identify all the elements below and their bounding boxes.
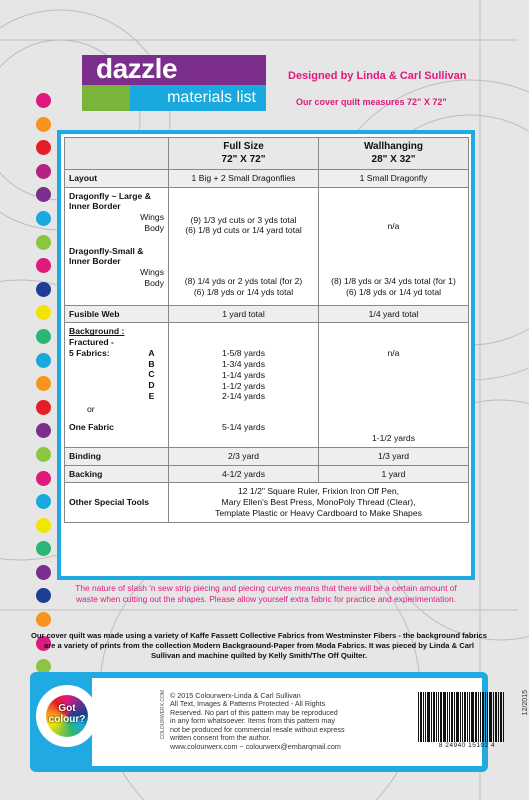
barcode-bar xyxy=(431,692,432,742)
barcode-bar xyxy=(449,692,450,742)
color-dot xyxy=(36,235,51,250)
barcode-bar xyxy=(480,692,481,742)
col-wallhanging: Wallhanging xyxy=(363,141,424,152)
col-full-dimensions: 72" X 72" xyxy=(221,153,266,165)
materials-list-title: materials list xyxy=(130,85,266,111)
color-dot xyxy=(36,423,51,438)
colourwerx-vertical-text: COLOURWERX.COM xyxy=(160,690,166,740)
barcode-bar xyxy=(460,692,461,742)
color-dot xyxy=(36,187,51,202)
barcode-bar xyxy=(469,692,470,742)
brand-name: dazzle xyxy=(82,55,266,85)
fabric-credits: Our cover quilt was made using a variety of Kaffe Fassett Collective Fabrics from Westminster Fibers - the background fabrics are a variety of prints from the collection Modern Backgraound-Paper from Moda Fabrics. It was pieced by Linda & Carl Sullivan and machine quilted by Kelly Smith/The Off Quilter. xyxy=(30,631,488,660)
barcode-bar xyxy=(467,692,468,742)
table-row-backing: Backing 4-1/2 yards 1 yard xyxy=(65,465,469,483)
col-wall-dimensions: 28" X 32" xyxy=(371,153,416,165)
color-dot xyxy=(36,518,51,533)
color-dot xyxy=(36,541,51,556)
barcode-bar xyxy=(427,692,430,742)
barcode-bar xyxy=(485,692,486,742)
copyright-text: © 2015 Colourwerx-Linda & Carl Sullivan All Text, Images & Patterns Protected - All Rights Reserved. No part of this pattern may be reproduced in any form whatsoever. Items from this pattern may not be produced for commercial resale without express written consent from the author. www.colourwerx.com ~ colourwerx@embarqmail.com xyxy=(170,692,398,751)
color-dot xyxy=(36,282,51,297)
color-dot xyxy=(36,565,51,580)
barcode-bar xyxy=(447,692,448,742)
color-dot xyxy=(36,117,51,132)
barcode-bar xyxy=(425,692,426,742)
dazzle-logo xyxy=(82,55,266,121)
table-row-other-tools: Other Special Tools 12 1/2" Square Ruler, Frixion Iron Off Pen, Mary Ellen's Best Press, MonoPoly Thread (Clear), Template Plastic or Heavy Cardboard to Make Shapes xyxy=(65,483,469,522)
cover-measurement: Our cover quilt measures 72" X 72" xyxy=(296,97,447,107)
color-dot xyxy=(36,258,51,273)
materials-table xyxy=(64,137,469,523)
color-dot xyxy=(36,329,51,344)
barcode-bar xyxy=(454,692,455,742)
barcode-bar xyxy=(438,692,439,742)
barcode-bar xyxy=(464,692,466,742)
color-dot xyxy=(36,471,51,486)
barcode-bar xyxy=(493,692,494,742)
color-dot xyxy=(36,494,51,509)
barcode-bar xyxy=(456,692,459,742)
table-header-row xyxy=(65,138,469,170)
color-dot xyxy=(36,164,51,179)
color-dot xyxy=(36,447,51,462)
waste-note: The nature of slash 'n sew strip piecing and piecing curves means that there will be a certain amount of waste when cutting out the shapes. Please allow yourself extra fabric for practice and experimentation. xyxy=(75,583,457,604)
barcode-bar xyxy=(495,692,497,742)
barcode-bar xyxy=(482,692,484,742)
materials-panel xyxy=(57,130,475,580)
barcode-bar xyxy=(500,692,502,742)
barcode-bar xyxy=(440,692,442,742)
color-dot xyxy=(36,93,51,108)
color-dot xyxy=(36,353,51,368)
barcode-bar xyxy=(462,692,463,742)
barcode-bar xyxy=(475,692,477,742)
barcode-bar xyxy=(433,692,435,742)
barcode-bar xyxy=(418,692,419,742)
date-code: 12/2015 xyxy=(522,690,529,716)
color-dot xyxy=(36,305,51,320)
barcode-bar xyxy=(436,692,437,742)
table-row-layout: Layout 1 Big + 2 Small Dragonflies 1 Small Dragonfly xyxy=(65,170,469,188)
col-full-size: Full Size xyxy=(223,141,264,152)
got-colour-badge xyxy=(33,682,101,750)
barcode-bar xyxy=(420,692,422,742)
color-dot xyxy=(36,376,51,391)
barcode-bar xyxy=(471,692,474,742)
barcode-bar xyxy=(423,692,424,742)
barcode-bar xyxy=(489,692,492,742)
table-row-fusible: Fusible Web 1 yard total 1/4 yard total xyxy=(65,305,469,323)
barcode-bar xyxy=(478,692,479,742)
color-dot xyxy=(36,140,51,155)
logo-green-block xyxy=(82,85,130,111)
color-dot xyxy=(36,400,51,415)
barcode-bar xyxy=(498,692,499,742)
color-dot xyxy=(36,612,51,627)
got-colour-text: Got colour? xyxy=(48,703,86,725)
barcode xyxy=(418,692,516,750)
barcode-bar xyxy=(503,692,504,742)
barcode-bar xyxy=(451,692,453,742)
color-dot xyxy=(36,211,51,226)
barcode-digits: 8 24940 15102 4 xyxy=(438,742,496,749)
footer-box xyxy=(30,672,529,772)
designer-credit: Designed by Linda & Carl Sullivan xyxy=(288,70,467,82)
table-row-binding: Binding 2/3 yard 1/3 yard xyxy=(65,447,469,465)
table-row-dragonflies: Dragonfly ~ Large & Inner Border Wings Body Dragonfly-Small & Inner Border Wings Body (9) 1/3 yd cuts or 3 yds total (6) 1/8 yd cuts or 1/4 yard total (8) 1/4 yds or 2 yds total (for 2) (6) 1/8 yds or 1/4 yds total n/a (8) 1/8 yds or 3/4 yds total (for 1) (6) 1/8 yds or 1/4 yd total xyxy=(65,187,469,305)
barcode-bar xyxy=(443,692,446,742)
table-row-background: Background : Fractured - 5 Fabrics: A B C D E or One Fabric 1-5/8 yards 1-3/4 yards 1-1/4 yards 1-1/2 yards 2-1/4 yards 5-1/4 yards n/a 1-1/2 yards xyxy=(65,323,469,447)
contact-link[interactable]: www.colourwerx.com ~ colourwerx@embarqmail.com xyxy=(170,741,341,751)
color-dot xyxy=(36,588,51,603)
barcode-bar xyxy=(487,692,488,742)
